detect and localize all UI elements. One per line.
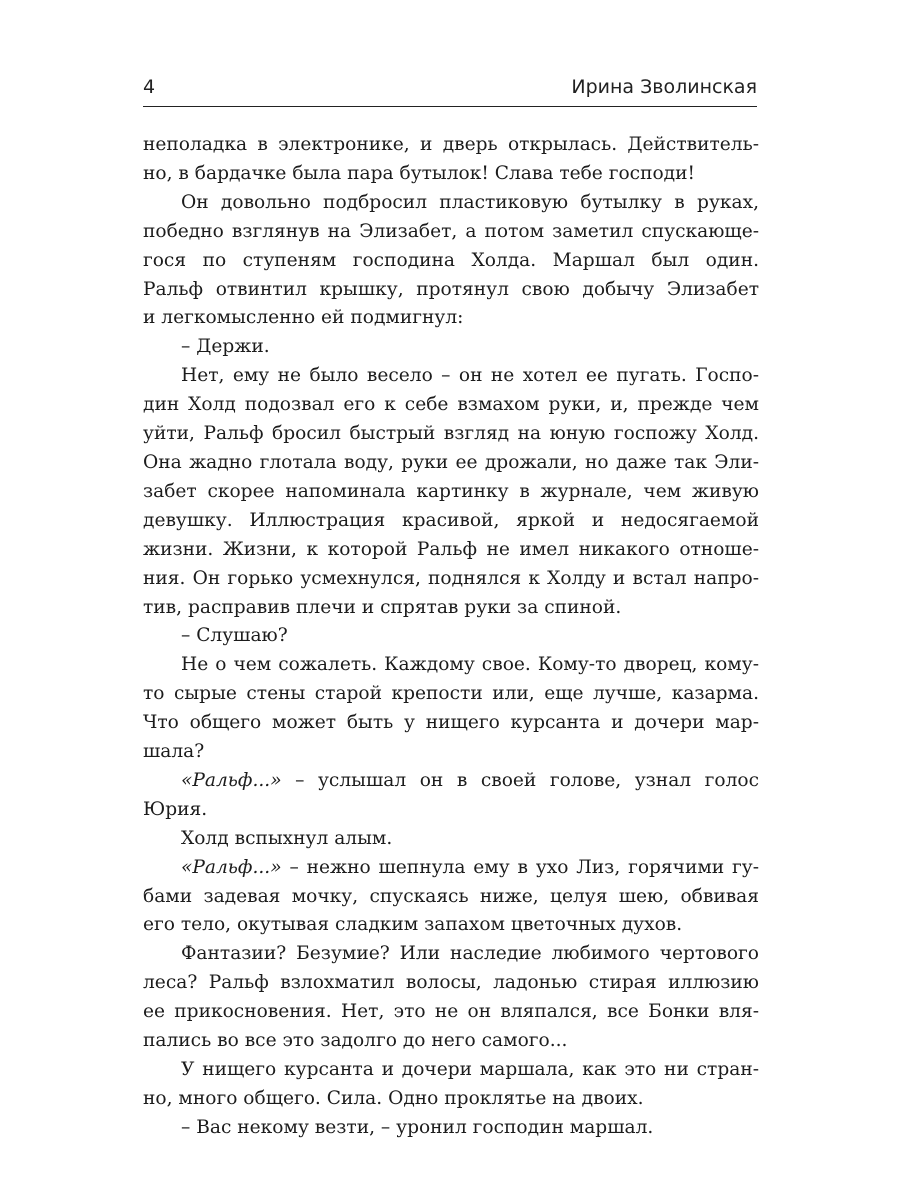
line-text: но, много общего. Сила. Одно проклятье на двоих. (143, 1087, 644, 1109)
line-text: дин Холд подозвал его к себе взмахом руки, и, прежде чем (143, 394, 759, 416)
text-line (143, 131, 759, 160)
text-line (143, 969, 759, 998)
line-text: Она жадно глотала воду, руки ее дрожали, но даже так Эли- (143, 451, 759, 473)
line-text: то сырые стены старой крепости или, еще лучше, казарма. (143, 683, 759, 705)
text-line (143, 883, 759, 912)
line-text: – услышал он в своей голове, узнал голос (281, 769, 759, 791)
line-text: Холд вспыхнул алым. (181, 827, 393, 849)
line-text: Нет, ему не было весело – он не хотел ее пугать. Госпо- (181, 365, 759, 387)
line-text: девушку. Иллюстрация красивой, яркой и недосягаемой (143, 509, 759, 531)
text-line (143, 189, 759, 218)
text-line (143, 1056, 759, 1085)
text-line (143, 825, 759, 854)
line-text: ния. Он горько усмехнулся, поднялся к Холду и встал напро- (143, 567, 759, 589)
line-text: пались во все это задолго до него самого... (143, 1030, 568, 1052)
running-header (143, 76, 757, 107)
text-line (143, 796, 759, 825)
line-text: гося по ступеням господина Холда. Маршал был один. (143, 249, 759, 271)
text-line (143, 940, 759, 969)
line-text: – нежно шепнула ему в ухо Лиз, горячими гу- (281, 856, 759, 878)
text-line (143, 565, 759, 594)
text-line (143, 738, 759, 767)
italic-quote: «Ральф...» (181, 856, 282, 878)
text-line (143, 622, 759, 651)
line-text: – Слушаю? (181, 625, 288, 647)
line-text: бами задевая мочку, спускаясь ниже, целуя шею, обвивая (143, 885, 759, 907)
text-line (143, 449, 759, 478)
line-text: У нищего курсанта и дочери маршала, как это ни стран- (181, 1059, 759, 1080)
text-line (143, 911, 759, 940)
text-line (143, 304, 759, 333)
line-text: Что общего может быть у нищего курсанта и дочери мар- (143, 712, 759, 734)
text-line (143, 391, 759, 420)
line-text: Фантазии? Безумие? Или наследие любимого чертового (181, 943, 759, 965)
text-line (143, 218, 759, 247)
text-line (143, 478, 759, 507)
line-text: Он довольно подбросил пластиковую бутылку в руках, (181, 191, 759, 213)
text-line (143, 160, 759, 189)
text-line (143, 854, 759, 883)
line-text: забет скорее напоминала картинку в журнале, чем живую (143, 480, 759, 502)
line-text: – Держи. (181, 336, 270, 358)
line-text: и легкомысленно ей подмигнул: (143, 307, 464, 329)
line-text: – Вас некому везти, – уронил господин маршал. (181, 1116, 654, 1138)
text-line (143, 362, 759, 391)
line-text: тив, расправив плечи и спрятав руки за спиной. (143, 596, 622, 618)
line-text: победно взглянув на Элизабет, а потом заметил спускающе- (143, 220, 759, 242)
text-line (143, 536, 759, 565)
line-text: Не о чем сожалеть. Каждому свое. Кому-то дворец, кому- (181, 654, 759, 676)
text-line (143, 594, 759, 623)
text-line (143, 651, 759, 680)
text-line (143, 709, 759, 738)
line-text: но, в бардачке была пара бутылок! Слава тебе господи! (143, 162, 695, 184)
line-text: леса? Ральф взлохматил волосы, ладонью стирая иллюзию (143, 972, 759, 994)
text-line (143, 1114, 759, 1143)
text-line (143, 333, 759, 362)
text-line (143, 276, 759, 305)
text-line (143, 680, 759, 709)
text-line (143, 998, 759, 1027)
text-line (143, 247, 759, 276)
text-line (143, 1027, 759, 1056)
line-text: ее прикосновения. Нет, это не он вляпался, все Бонки вля- (143, 1001, 759, 1023)
line-text: его тело, окутывая сладким запахом цветочных духов. (143, 914, 683, 936)
text-line (143, 1085, 759, 1114)
text-line (143, 420, 759, 449)
line-text: Юрия. (143, 798, 208, 820)
line-text: Ральф отвинтил крышку, протянул свою добычу Элизабет (143, 278, 759, 300)
line-text: уйти, Ральф бросил быстрый взгляд на юную госпожу Холд. (143, 423, 759, 445)
body-text (143, 131, 759, 1143)
line-text: шала? (143, 741, 205, 763)
text-line (143, 767, 759, 796)
text-line (143, 507, 759, 536)
page-number: 4 (143, 76, 156, 98)
italic-quote: «Ральф...» (181, 769, 282, 791)
line-text: жизни. Жизни, к которой Ральф не имел никакого отноше- (143, 538, 759, 560)
running-head-author: Ирина Зволинская (571, 76, 757, 98)
line-text: неполадка в электронике, и дверь открылась. Действитель- (143, 134, 759, 155)
